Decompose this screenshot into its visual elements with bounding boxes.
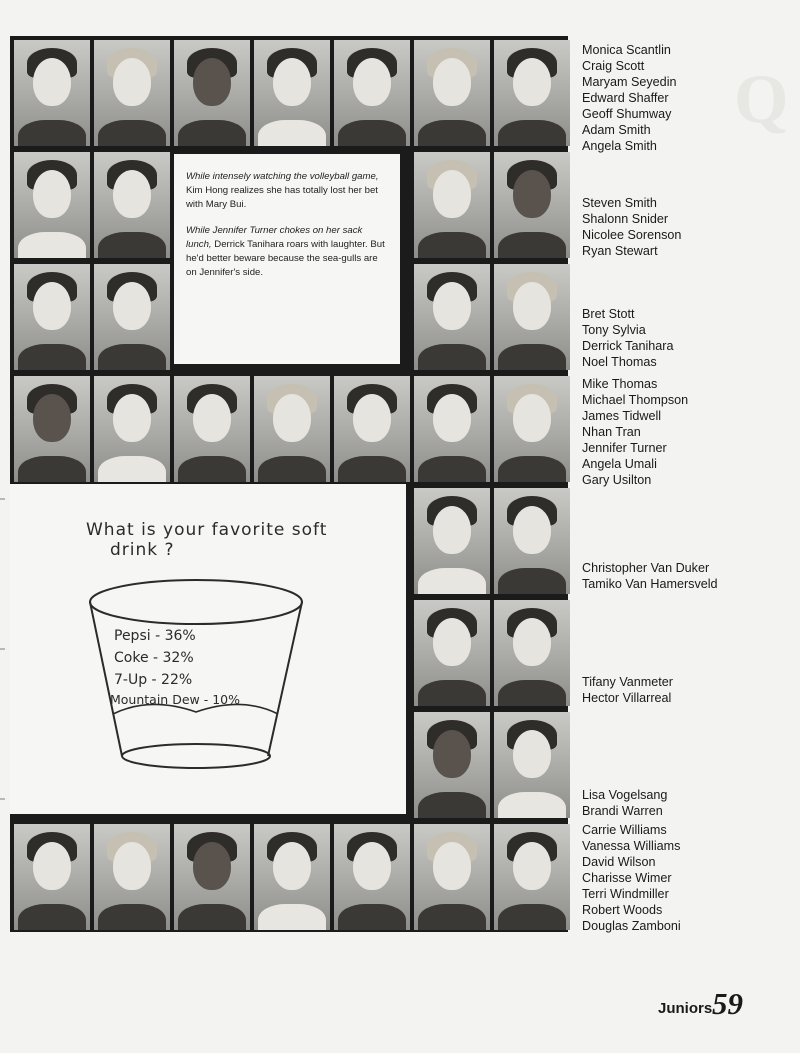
name-list xyxy=(582,42,677,154)
survey-result: Pepsi - 36% xyxy=(114,628,196,644)
student-portrait xyxy=(494,824,570,930)
survey-question-continued: drink ? xyxy=(110,540,175,560)
student-portrait xyxy=(414,488,490,594)
student-name: Derrick Tanihara xyxy=(582,339,674,353)
student-name: Michael Thompson xyxy=(582,393,689,407)
student-portrait xyxy=(174,376,250,482)
survey-result: Coke - 32% xyxy=(114,650,194,666)
section-label: Juniors xyxy=(658,1000,713,1017)
student-name: Hector Villarreal xyxy=(582,691,672,705)
student-name: Craig Scott xyxy=(582,59,645,73)
student-portrait xyxy=(414,712,490,818)
student-name: Monica Scantlin xyxy=(582,43,671,57)
name-list xyxy=(582,195,681,259)
student-portrait xyxy=(414,264,490,370)
student-name: Christopher Van Duker xyxy=(582,561,710,575)
student-portrait xyxy=(94,40,170,146)
student-name: Douglas Zamboni xyxy=(582,919,681,933)
caption-paragraph-1: While intensely watching the volleyball game, Kim Hong realizes she has totally lost her bet with Mary Bui. xyxy=(186,171,379,210)
student-name: Tamiko Van Hamersveld xyxy=(582,577,718,591)
student-name: Ryan Stewart xyxy=(582,244,658,258)
student-name: Shalonn Snider xyxy=(582,212,669,226)
survey-question: What is your favorite soft xyxy=(86,520,328,540)
student-name: Mike Thomas xyxy=(582,377,658,391)
student-name: Jennifer Turner xyxy=(582,441,667,455)
student-portrait xyxy=(414,824,490,930)
binder-mark xyxy=(0,648,5,650)
page-number: 59 xyxy=(712,986,743,1021)
student-portrait xyxy=(414,376,490,482)
student-name: Brandi Warren xyxy=(582,804,663,818)
student-name: Tony Sylvia xyxy=(582,323,646,337)
student-name: Geoff Shumway xyxy=(582,107,672,121)
student-portrait xyxy=(494,712,570,818)
student-portrait xyxy=(94,264,170,370)
student-portrait xyxy=(494,40,570,146)
student-name: Angela Smith xyxy=(582,139,657,153)
student-portrait xyxy=(14,376,90,482)
caption-paragraph-2: While Jennifer Turner chokes on her sack lunch, Derrick Tanihara roars with laughter. But he'd better beware because the sea-gulls are on Jennifer's side. xyxy=(186,225,385,278)
name-list xyxy=(582,674,673,706)
student-portrait xyxy=(14,40,90,146)
student-portrait xyxy=(94,152,170,258)
student-portrait xyxy=(334,376,410,482)
student-name: Charisse Wimer xyxy=(582,871,672,885)
student-name: Nicolee Sorenson xyxy=(582,228,682,242)
name-list xyxy=(582,376,688,488)
name-list xyxy=(582,787,667,819)
student-name: Noel Thomas xyxy=(582,355,657,369)
student-portrait xyxy=(174,824,250,930)
survey-result: Mountain Dew - 10% xyxy=(110,692,240,707)
student-name: David Wilson xyxy=(582,855,656,869)
student-portrait xyxy=(254,40,330,146)
student-portrait xyxy=(494,152,570,258)
student-name: Robert Woods xyxy=(582,903,663,917)
student-name: Tifany Vanmeter xyxy=(582,675,673,689)
student-portrait xyxy=(14,152,90,258)
cup-drawing xyxy=(10,484,406,814)
student-portrait xyxy=(414,152,490,258)
student-portrait xyxy=(254,824,330,930)
student-name: Lisa Vogelsang xyxy=(582,788,668,802)
student-name: Maryam Seyedin xyxy=(582,75,677,89)
name-list xyxy=(582,822,681,934)
student-portrait xyxy=(494,264,570,370)
student-portrait xyxy=(334,824,410,930)
student-portrait xyxy=(334,40,410,146)
name-list xyxy=(582,306,673,370)
student-name: Bret Stott xyxy=(582,307,635,321)
photo-caption-box xyxy=(170,150,404,368)
student-name: Vanessa Williams xyxy=(582,839,681,853)
name-list xyxy=(582,560,718,592)
student-portrait xyxy=(94,824,170,930)
student-name: Gary Usilton xyxy=(582,473,652,487)
student-name: Terri Windmiller xyxy=(582,887,669,901)
student-portrait xyxy=(494,376,570,482)
student-portrait xyxy=(494,488,570,594)
binder-mark xyxy=(0,798,5,800)
background-watermark: Q xyxy=(734,61,789,138)
student-portrait xyxy=(14,824,90,930)
student-portrait xyxy=(174,40,250,146)
student-name: Edward Shaffer xyxy=(582,91,669,105)
survey-box xyxy=(10,484,410,818)
student-name: Steven Smith xyxy=(582,196,657,210)
student-portrait xyxy=(494,600,570,706)
binder-mark xyxy=(0,498,5,500)
student-name: Angela Umali xyxy=(582,457,657,471)
student-portrait xyxy=(94,376,170,482)
student-name: Nhan Tran xyxy=(582,425,641,439)
student-portrait xyxy=(414,600,490,706)
student-name: James Tidwell xyxy=(582,409,662,423)
student-name: Carrie Williams xyxy=(582,823,667,837)
student-name: Adam Smith xyxy=(582,123,651,137)
student-portrait xyxy=(14,264,90,370)
student-portrait xyxy=(414,40,490,146)
survey-result: 7-Up - 22% xyxy=(114,672,193,688)
student-portrait xyxy=(254,376,330,482)
